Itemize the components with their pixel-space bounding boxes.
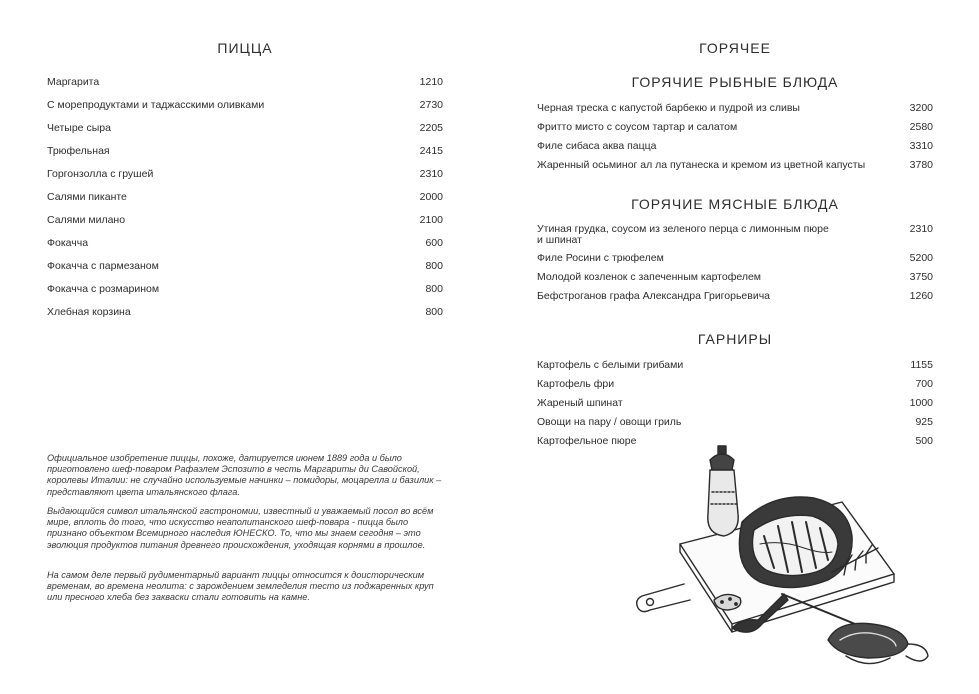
list-item: Жаренный осьминог ал ла путанеска и кремом из цветной капусты <box>537 159 866 171</box>
list-item: Трюфельная <box>47 145 110 157</box>
item-price: 700 <box>915 378 933 390</box>
history-paragraph-1: Официальное изобретение пиццы, похоже, датируется июнем 1889 года и было приготовлено шеф-поваром Рафаэлем Эспозито в честь Маргариты ди Савойской, королевы Италии: не случайно используемые начинки – помидоры, моцарелла и базилик – представляют цвета итальянского флага. <box>47 453 442 497</box>
list-item: Маргарита <box>47 76 100 88</box>
item-price: 500 <box>915 435 933 447</box>
item-price: 1260 <box>909 290 933 302</box>
item-price: 800 <box>425 306 443 318</box>
list-item: Молодой козленок с запеченным картофелем <box>537 271 762 283</box>
item-price: 3200 <box>909 102 933 114</box>
sides-title: ГАРНИРЫ <box>697 331 773 347</box>
list-item: Фокачча с пармезаном <box>47 260 159 272</box>
steak-board-illustration-icon <box>632 444 932 694</box>
item-price: 600 <box>425 237 443 249</box>
item-price: 2100 <box>419 214 443 226</box>
list-item: Фритто мисто с соусом тартар и салатом <box>537 121 738 133</box>
item-price: 3310 <box>909 140 933 152</box>
list-item: Фокачча с розмарином <box>47 283 160 295</box>
list-item: Филе Росини с трюфелем <box>537 252 664 264</box>
history-paragraph-2: Выдающийся символ итальянской гастрономии, известный и уважаемый посол во всём мире, вплоть до того, что искусство неаполитанского шеф-повара - пицца было признано объектом Всемирного наследия ЮНЕСКО. То, что мы знаем сегодня – это эволюция продуктов питания древнего происхождения, уходящая корнями в прошлое. <box>47 506 434 550</box>
item-price: 3780 <box>909 159 933 171</box>
list-item: Бефстроганов графа Александра Григорьевича <box>537 290 771 302</box>
list-item: Филе сибаса аква пацца <box>537 140 657 152</box>
fish-title: ГОРЯЧИЕ РЫБНЫЕ БЛЮДА <box>631 74 839 90</box>
list-item: Хлебная корзина <box>47 306 131 318</box>
list-item: Четыре сыра <box>47 122 111 134</box>
item-price: 2000 <box>419 191 443 203</box>
item-price: 2205 <box>419 122 443 134</box>
item-price: 1155 <box>910 359 933 371</box>
list-item: Картофель с белыми грибами <box>537 359 684 371</box>
list-item: Салями пиканте <box>47 191 127 203</box>
item-price: 2310 <box>909 223 933 235</box>
pizza-title: ПИЦЦА <box>217 40 273 56</box>
item-price: 3750 <box>909 271 933 283</box>
list-item: С морепродуктами и таджасскими оливками <box>47 99 265 111</box>
list-item: Горгонзолла с грушей <box>47 168 154 180</box>
list-item: Утиная грудка, соусом из зеленого перца с лимонным пюре <box>537 223 829 235</box>
list-item: Фокачча <box>47 237 89 249</box>
item-price: 800 <box>425 260 443 272</box>
list-item: Овощи на пару / овощи гриль <box>537 416 682 428</box>
list-item: Картофель фри <box>537 378 615 390</box>
item-price: 1210 <box>419 76 443 88</box>
item-price: 1000 <box>909 397 933 409</box>
item-price: 925 <box>915 416 933 428</box>
list-item: Черная треска с капустой барбекю и пудрой из сливы <box>537 102 800 114</box>
item-price: 800 <box>425 283 443 295</box>
meat-title: ГОРЯЧИЕ МЯСНЫЕ БЛЮДА <box>631 196 839 212</box>
list-item-continued: и шпинат <box>537 234 582 246</box>
item-price: 2415 <box>419 145 443 157</box>
hot-title: ГОРЯЧЕЕ <box>699 40 771 56</box>
list-item: Картофельное пюре <box>537 435 637 447</box>
item-price: 5200 <box>909 252 933 264</box>
item-price: 2310 <box>419 168 443 180</box>
item-price: 2580 <box>909 121 933 133</box>
list-item: Салями милано <box>47 214 126 226</box>
item-price: 2730 <box>419 99 443 111</box>
history-paragraph-3: На самом деле первый рудиментарный вариант пиццы относится к доисторическим временам, во времена неолита: с зарождением земледелия тесто из поджаренных круп или пресного хлеба без закваски стали готовить на камне. <box>47 570 434 603</box>
list-item: Жареный шпинат <box>537 397 623 409</box>
